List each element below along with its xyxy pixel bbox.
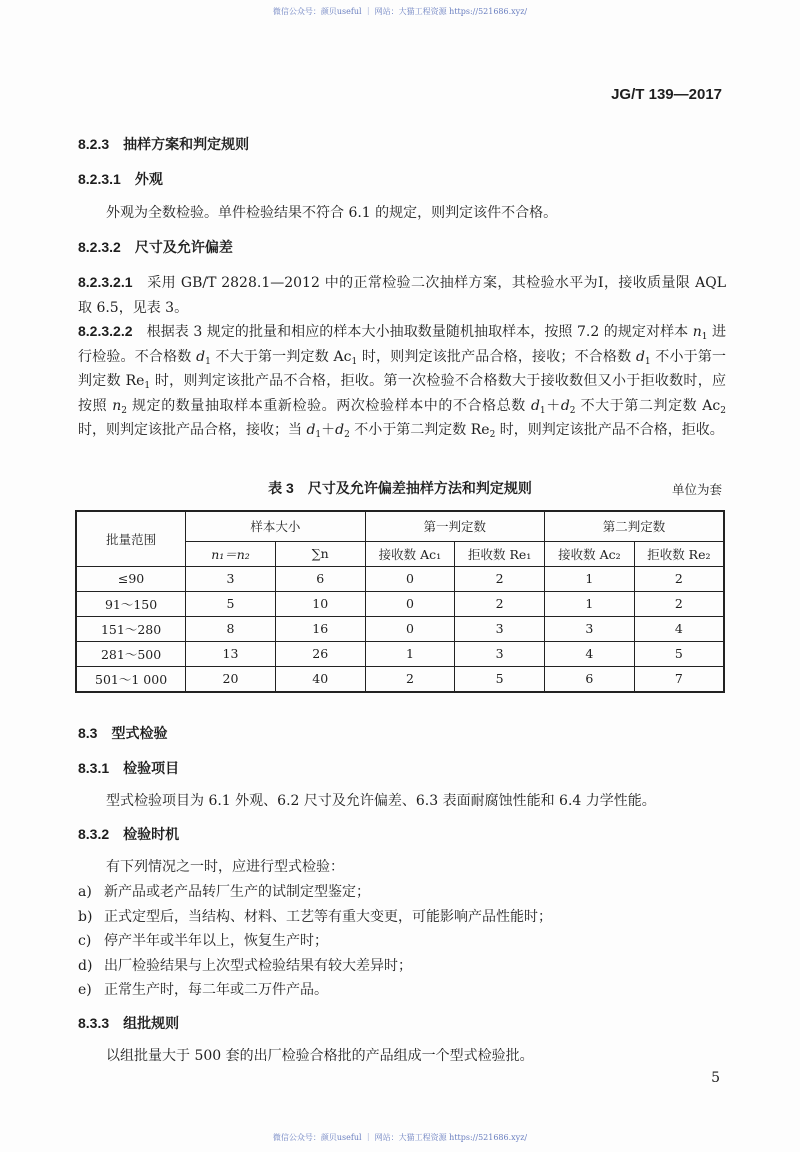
subscript: 1	[205, 356, 211, 367]
table-cell: 1	[545, 566, 635, 591]
paragraph-test-items: 型式检验项目为 6.1 外观、6.2 尺寸及允许偏差、6.3 表面耐腐蚀性能和 6.4 力学性能。	[106, 793, 656, 809]
table-cell: 7	[634, 666, 724, 692]
table-cell: 3	[545, 616, 635, 641]
table-row	[76, 616, 724, 641]
list-marker: a)	[78, 884, 92, 900]
subscript: 2	[489, 430, 496, 440]
subscript: 1	[539, 405, 546, 416]
text-run: 根据表 3 规定的批量和相应的样本大小抽取数量随机抽取样本，按照 7.2 的规定对样本	[132, 324, 693, 340]
list-item	[78, 929, 328, 954]
subscript: 1	[701, 332, 708, 342]
table-cell: 0	[365, 591, 455, 616]
variable: d	[560, 397, 570, 414]
table-cell: 26	[275, 641, 365, 666]
header-sum: ∑n	[275, 541, 365, 566]
list-marker: c)	[78, 933, 92, 949]
standard-code: JG/T 139—2017	[611, 86, 722, 103]
table-cell: 0	[365, 566, 455, 591]
variable: d	[196, 348, 206, 365]
text-run: 不大于第一判定数 Ac	[210, 348, 352, 365]
table-cell: 4	[545, 641, 635, 666]
watermark-bottom: 微信公众号：颜贝useful ｜ 网站：大猫工程资源 https://521686.xyz/	[272, 1133, 528, 1142]
table-unit: 单位为套	[671, 482, 722, 497]
clause-number: 8.2.3.2.1	[78, 274, 133, 290]
text-run: ＋	[321, 422, 336, 438]
header-re2: 拒收数 Re₂	[634, 541, 724, 566]
table-cell: 6	[545, 666, 635, 692]
variable: n	[112, 397, 122, 414]
variable: n	[692, 324, 702, 340]
header-sample-size: 样本大小	[186, 511, 365, 541]
header-re1: 拒收数 Re₁	[455, 541, 545, 566]
table-cell: 5	[455, 666, 545, 692]
text-run: 进行检验。不合格数	[78, 324, 727, 365]
list-marker: d)	[78, 957, 93, 974]
header-ac1: 接收数 Ac₁	[365, 541, 455, 566]
header-ac2: 接收数 Ac₂	[545, 541, 635, 566]
table-cell: 3	[186, 566, 276, 591]
heading-8-3-3: 8.3.3 组批规则	[78, 1015, 180, 1031]
table-cell: 2	[634, 566, 724, 591]
variable: d	[335, 422, 345, 438]
table-cell: 501～1 000	[76, 666, 186, 692]
paragraph-timing-intro: 有下列情况之一时，应进行型式检验：	[106, 859, 344, 875]
heading-8-2-3: 8.2.3 抽样方案和判定规则	[78, 136, 250, 152]
variable: d	[530, 397, 540, 414]
text-run: 不小于第二判定数 Re	[349, 422, 490, 438]
subscript: 1	[351, 356, 358, 367]
heading-8-3: 8.3 型式检验	[78, 725, 168, 741]
text-run: 不小于第一判定数 Re	[78, 348, 727, 389]
heading-8-2-3-1: 8.2.3.1 外观	[78, 171, 163, 187]
list-item	[78, 954, 412, 979]
paragraph-8-2-3-2-1	[78, 270, 726, 320]
header-n: n₁＝n₂	[186, 541, 276, 566]
table-cell: 1	[365, 641, 455, 666]
table-cell: 0	[365, 616, 455, 641]
table-cell: 10	[275, 591, 365, 616]
table-cell: 8	[186, 616, 276, 641]
header-batch: 批量范围	[76, 511, 186, 566]
list-item	[78, 880, 370, 905]
paragraph-8-2-3-2-2	[78, 319, 726, 443]
page-number: 5	[711, 1070, 720, 1086]
list-text: 新产品或老产品转厂生产的试制定型鉴定；	[104, 884, 370, 900]
table-cell: 5	[634, 641, 724, 666]
list-text: 正式定型后，当结构、材料、工艺等有重大变更，可能影响产品性能时；	[104, 908, 552, 925]
heading-8-2-3-2: 8.2.3.2 尺寸及允许偏差	[78, 239, 233, 255]
subscript: 2	[720, 405, 726, 416]
text-run: 时，则判定该批产品不合格，拒收。第一次检验不合格数大于接收数但又小于拒收数时，应按照	[78, 373, 726, 414]
clause-number: 8.2.3.2.2	[78, 323, 133, 339]
table-row	[76, 641, 724, 666]
list-item	[78, 905, 552, 930]
table-cell: 2	[634, 591, 724, 616]
list-text: 停产半年或半年以上，恢复生产时；	[104, 933, 328, 949]
table-cell: 20	[186, 666, 276, 692]
text-run: ＋	[545, 397, 561, 414]
table-cell: 91～150	[76, 591, 186, 616]
subscript: 2	[344, 430, 350, 440]
text-run: 不大于第二判定数 Ac	[575, 397, 721, 414]
watermark-top: 微信公众号：颜贝useful ｜ 网站：大猫工程资源 https://521686.xyz/	[272, 7, 528, 16]
list-marker: b)	[78, 908, 93, 925]
table-cell: 3	[455, 641, 545, 666]
table-cell: 40	[275, 666, 365, 692]
subscript: 2	[569, 405, 576, 416]
table-row	[76, 666, 724, 692]
table-cell: ≤90	[76, 566, 186, 591]
text-run: 时，则判定该批产品合格，接收；不合格数	[357, 348, 636, 365]
heading-8-3-1: 8.3.1 检验项目	[78, 760, 180, 776]
list-item	[78, 978, 328, 1003]
paragraph-appearance: 外观为全数检验。单件检验结果不符合 6.1 的规定，则判定该件不合格。	[106, 205, 558, 221]
table-cell: 3	[455, 616, 545, 641]
table-cell: 16	[275, 616, 365, 641]
subscript: 1	[144, 381, 151, 391]
table-cell: 2	[455, 591, 545, 616]
table-cell: 281～500	[76, 641, 186, 666]
subscript: 2	[121, 405, 127, 416]
text-run: 采用 GB/T 2828.1—2012 中的正常检验二次抽样方案，其检验水平为Ⅰ，接收质量限 AQL 取 6.5，见表 3。	[78, 275, 726, 316]
table-row	[76, 566, 724, 591]
text-run: 时，则判定该批产品不合格，拒收。	[495, 422, 724, 438]
sampling-table	[75, 510, 725, 693]
heading-8-3-2: 8.3.2 检验时机	[78, 826, 180, 842]
list-marker: e)	[78, 982, 92, 998]
variable: d	[635, 348, 645, 365]
table-cell: 13	[186, 641, 276, 666]
header-first: 第一判定数	[365, 511, 544, 541]
subscript: 1	[315, 430, 322, 440]
table-cell: 2	[455, 566, 545, 591]
subscript: 1	[644, 356, 651, 367]
table-row	[76, 591, 724, 616]
table-cell: 2	[365, 666, 455, 692]
variable: d	[306, 422, 316, 438]
text-run: 规定的数量抽取样本重新检验。两次检验样本中的不合格总数	[126, 397, 531, 414]
table-caption: 表 3 尺寸及允许偏差抽样方法和判定规则	[268, 480, 532, 496]
header-second: 第二判定数	[545, 511, 725, 541]
list-text: 出厂检验结果与上次型式检验结果有较大差异时；	[104, 957, 412, 974]
list-text: 正常生产时，每二年或二万件产品。	[104, 982, 328, 998]
table-cell: 5	[186, 591, 276, 616]
table-cell: 4	[634, 616, 724, 641]
text-run: 时，则判定该批产品合格，接收；当	[78, 422, 307, 438]
paragraph-batching: 以组批量大于 500 套的出厂检验合格批的产品组成一个型式检验批。	[106, 1048, 534, 1064]
table-cell: 6	[275, 566, 365, 591]
table-cell: 1	[545, 591, 635, 616]
table-cell: 151～280	[76, 616, 186, 641]
